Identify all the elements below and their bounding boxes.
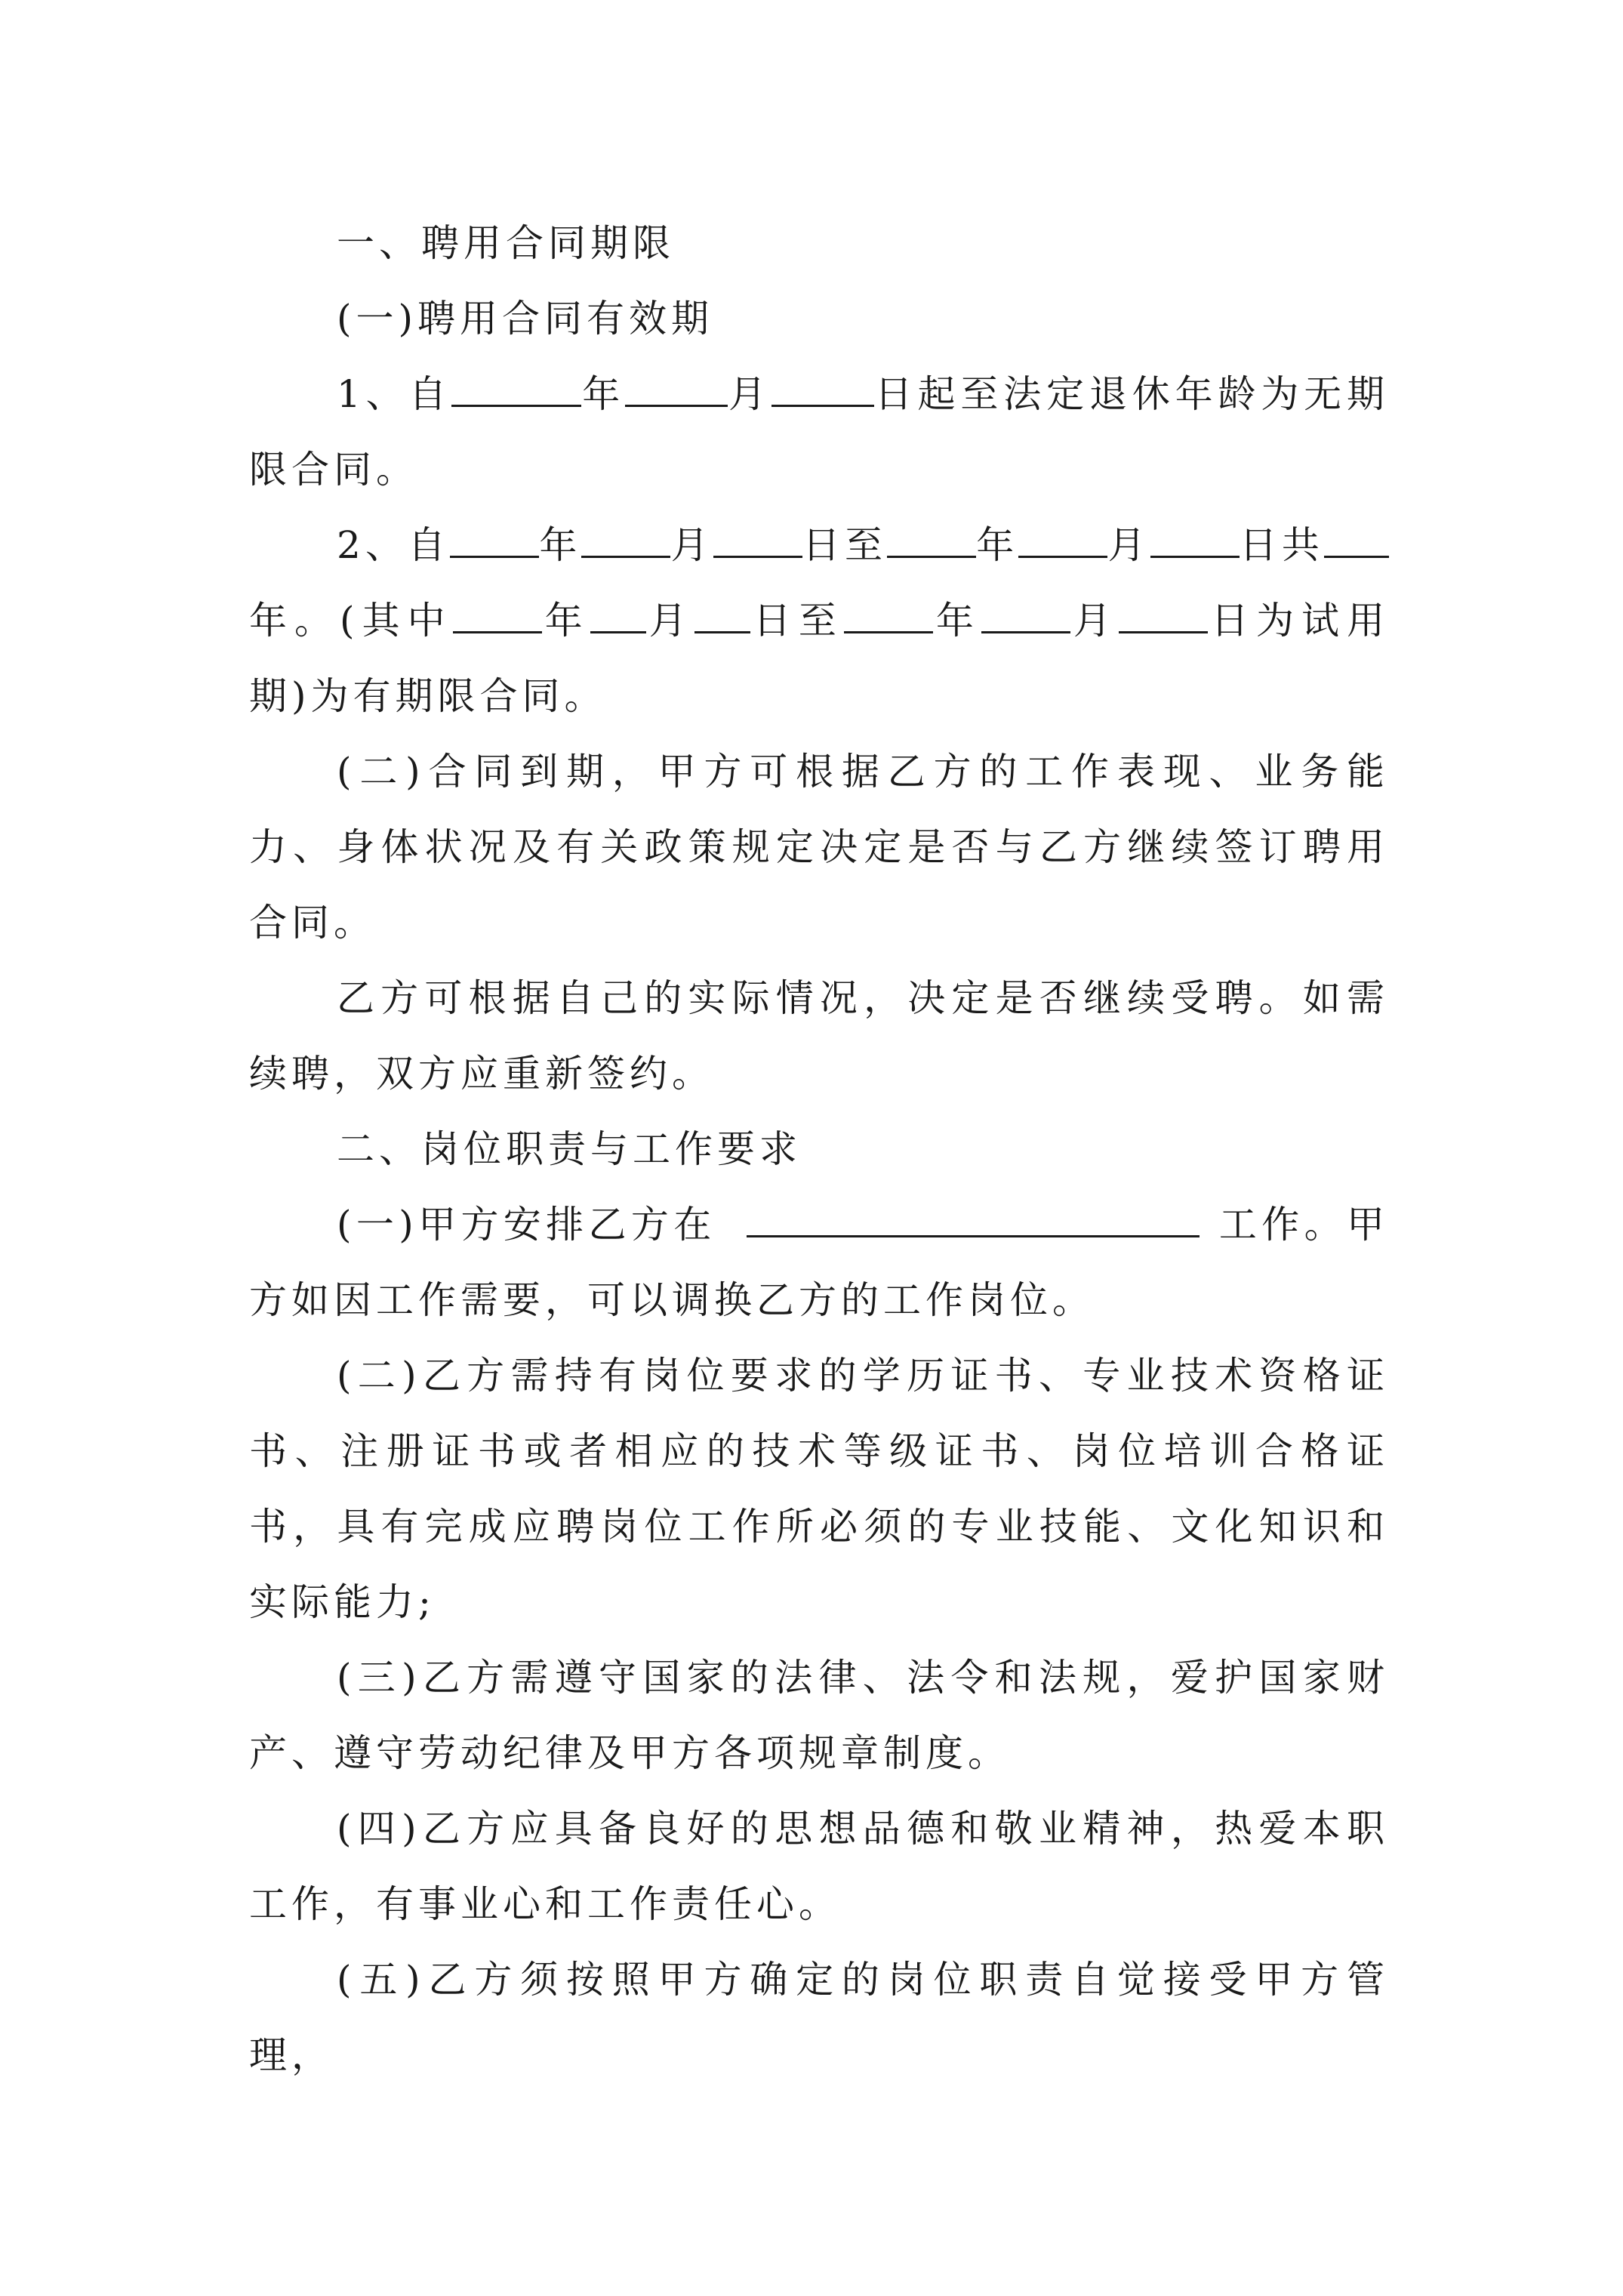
section-2-subsection-1 bbox=[249, 1187, 1389, 1338]
section-2-subsection-4: (四)乙方应具备良好的思想品德和敬业精神，热爱本职工作，有事业心和工作责任心。 bbox=[249, 1807, 1389, 1926]
year-label: 年 bbox=[539, 523, 582, 567]
year-paren-label: 年。(其中 bbox=[249, 599, 453, 643]
blank-end-month[interactable] bbox=[1018, 525, 1107, 558]
blank-start-month[interactable] bbox=[625, 374, 728, 407]
contract-body bbox=[249, 205, 1389, 2093]
section-2-subsection-2: (二)乙方需持有岗位要求的学历证书、专业技术资格证书、注册证书或者相应的技术等级证书、岗位培训合格证书，具有完成应聘岗位工作所必须的专业技能、文化知识和实际能力; bbox=[249, 1354, 1389, 1624]
blank-probation-end-month[interactable] bbox=[981, 601, 1070, 633]
day-to-label: 日至 bbox=[802, 523, 888, 567]
assignment-suffix: 工作。甲方如因工作需要，可以调换乙方的工作岗位。 bbox=[249, 1203, 1390, 1322]
blank-start-year[interactable] bbox=[450, 525, 539, 558]
blank-probation-start-day[interactable] bbox=[694, 601, 750, 633]
day-to-label: 日至 bbox=[750, 599, 844, 643]
blank-total-years[interactable] bbox=[1324, 525, 1389, 558]
blank-start-day[interactable] bbox=[713, 525, 802, 558]
year-label: 年 bbox=[581, 372, 626, 416]
term-option-1-prefix: 1、自 bbox=[337, 372, 452, 416]
section-2-subsection-3: (三)乙方需遵守国家的法律、法令和法规，爱护国家财产、遵守劳动纪律及甲方各项规章制度。 bbox=[249, 1656, 1389, 1775]
blank-post[interactable] bbox=[747, 1205, 1200, 1237]
assignment-prefix: (一)甲方安排乙方在 bbox=[337, 1203, 716, 1247]
blank-start-day[interactable] bbox=[771, 374, 874, 407]
day-total-label: 日共 bbox=[1239, 523, 1325, 567]
term-option-2-prefix: 2、自 bbox=[337, 523, 451, 567]
month-label: 月 bbox=[1070, 599, 1119, 643]
section-1-subsection-1: (一)聘用合同有效期 bbox=[337, 297, 714, 341]
section-1-heading: 一、聘用合同期限 bbox=[337, 221, 675, 265]
month-label: 月 bbox=[728, 372, 771, 416]
month-label: 月 bbox=[1107, 523, 1150, 567]
blank-probation-start-year[interactable] bbox=[453, 601, 542, 633]
term-option-2 bbox=[249, 507, 1389, 734]
section-1-renewal-paragraph: 乙方可根据自己的实际情况，决定是否继续受聘。如需续聘，双方应重新签约。 bbox=[249, 976, 1389, 1096]
year-label: 年 bbox=[932, 599, 981, 643]
section-1-subsection-2: (二)合同到期，甲方可根据乙方的工作表现、业务能力、身体状况及有关政策规定决定是否与乙方继续签订聘用合同。 bbox=[249, 750, 1389, 945]
blank-start-year[interactable] bbox=[451, 374, 581, 407]
term-option-1-suffix: 日起至法定退休年龄为无期限合同。 bbox=[249, 372, 1390, 492]
section-2-subsection-5: (五)乙方须按照甲方确定的岗位职责自觉接受甲方管理， bbox=[249, 1958, 1389, 2077]
blank-probation-end-year[interactable] bbox=[844, 601, 933, 633]
blank-probation-end-day[interactable] bbox=[1119, 601, 1208, 633]
blank-end-year[interactable] bbox=[887, 525, 976, 558]
probation-label: 日为试用期)为有期限合同。 bbox=[249, 599, 1390, 718]
blank-probation-start-month[interactable] bbox=[590, 601, 646, 633]
term-option-1 bbox=[249, 356, 1389, 507]
section-2-heading: 二、岗位职责与工作要求 bbox=[337, 1127, 802, 1171]
year-label: 年 bbox=[541, 599, 590, 643]
blank-start-month[interactable] bbox=[581, 525, 670, 558]
month-label: 月 bbox=[645, 599, 694, 643]
month-label: 月 bbox=[670, 523, 713, 567]
blank-end-day[interactable] bbox=[1150, 525, 1240, 558]
year-label: 年 bbox=[976, 523, 1019, 567]
